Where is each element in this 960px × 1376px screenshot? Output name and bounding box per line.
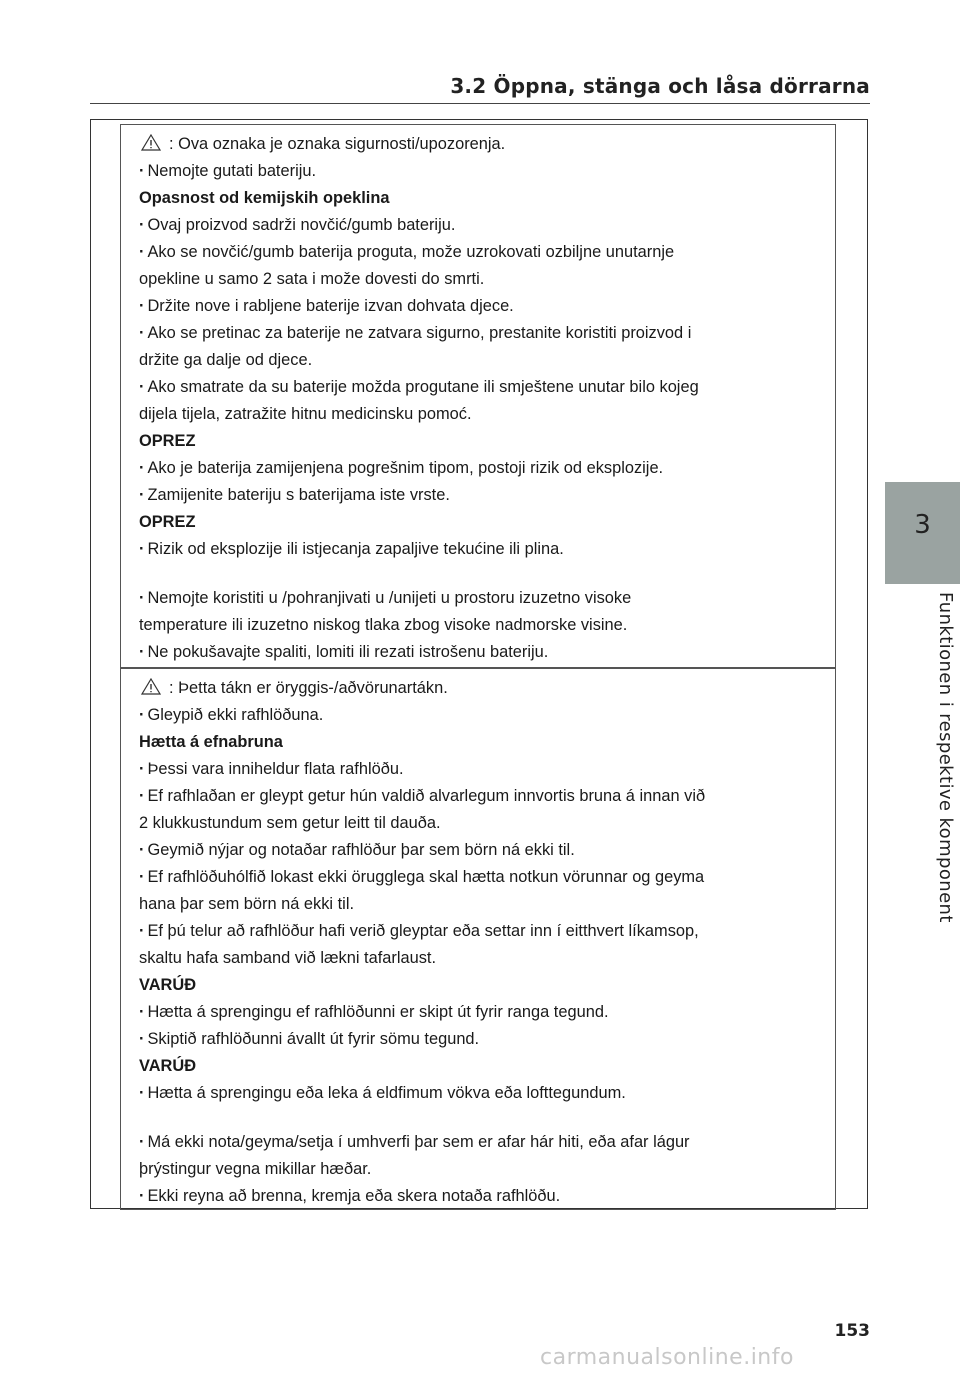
bullet-item [139,1129,825,1156]
line-text: skaltu hafa samband við lækni tafarlaust. [139,949,437,967]
bullet-item [139,455,825,482]
bullet-item [139,374,825,401]
bullet-item [139,482,825,509]
continuation-line [139,810,825,837]
symbol-legend-line [139,131,825,158]
line-text: : Þetta tákn er öryggis-/aðvörunartákn. [169,679,448,697]
continuation-line [139,266,825,293]
bullet-item [139,1080,825,1107]
bullet-item [139,918,825,945]
line-text: Hætta á sprengingu ef rafhlöðunni er skipt út fyrir ranga tegund. [147,1003,609,1021]
warning-triangle-icon [141,134,161,151]
watermark: carmanualsonline.info [540,1345,794,1370]
warning-heading [139,972,825,999]
line-text: Ako smatrate da su baterije možda progutane ili smještene unutar bilo kojeg [147,378,699,396]
line-text: Geymið nýjar og notaðar rafhlöður þar sem börn ná ekki til. [147,841,575,859]
line-text: Gleypið ekki rafhlöðuna. [147,706,324,724]
line-text: VARÚÐ [139,1057,197,1075]
line-text: držite ga dalje od djece. [139,351,313,369]
bullet-item [139,864,825,891]
warning-panel-croatian [120,124,836,668]
warning-heading [139,729,825,756]
continuation-line [139,945,825,972]
bullet-item [139,702,825,729]
line-text: Ovaj proizvod sadrži novčić/gumb bateriju. [147,216,456,234]
warning-heading [139,509,825,536]
bullet-item [139,320,825,347]
line-text: OPREZ [139,432,196,450]
line-text: Zamijenite bateriju s baterijama iste vrste. [147,486,450,504]
bullet-item [139,639,825,666]
line-text: VARÚÐ [139,976,197,994]
warning-heading [139,185,825,212]
bullet-item [139,999,825,1026]
continuation-line [139,891,825,918]
bullet-item [139,1183,825,1210]
line-text: 2 klukkustundum sem getur leitt til dauða. [139,814,441,832]
continuation-line [139,612,825,639]
line-text: Skiptið rafhlöðunni ávallt út fyrir sömu tegund. [147,1030,480,1048]
bullet-item [139,212,825,239]
line-text: Þessi vara inniheldur flata rafhlöðu. [147,760,404,778]
page-number: 153 [834,1321,870,1341]
bullet-item [139,239,825,266]
symbol-legend-line [139,675,825,702]
line-text: Ako se novčić/gumb baterija proguta, može uzrokovati ozbiljne unutarnje [147,243,675,261]
bullet-item [139,1026,825,1053]
line-text: temperature ili izuzetno niskog tlaka zbog visoke nadmorske visine. [139,616,628,634]
line-text: : Ova oznaka je oznaka sigurnosti/upozorenja. [169,135,506,153]
line-text: Držite nove i rabljene baterije izvan dohvata djece. [147,297,514,315]
spacer [139,1107,825,1129]
warning-triangle-icon [141,678,161,695]
line-text: Nemojte gutati bateriju. [147,162,317,180]
bullet-item [139,158,825,185]
line-text: Ef rafhlaðan er gleypt getur hún valdið alvarlegum innvortis bruna á innan við [147,787,706,805]
bullet-item [139,585,825,612]
chapter-number: 3 [914,510,931,540]
continuation-line [139,347,825,374]
bullet-item [139,293,825,320]
line-text: Nemojte koristiti u /pohranjivati u /unijeti u prostoru izuzetno visoke [147,589,632,607]
bullet-item [139,756,825,783]
section-title: 3.2 Öppna, stänga och låsa dörrarna [450,74,870,98]
bullet-item [139,783,825,810]
line-text: Hætta á efnabruna [139,733,283,751]
warning-heading [139,428,825,455]
line-text: dijela tijela, zatražite hitnu medicinsku pomoć. [139,405,472,423]
spacer [139,563,825,585]
line-text: Ako se pretinac za baterije ne zatvara sigurno, prestanite koristiti proizvod i [147,324,692,342]
line-text: Opasnost od kemijskih opeklina [139,189,390,207]
line-text: opekline u samo 2 sata i može dovesti do smrti. [139,270,485,288]
bullet-item [139,837,825,864]
continuation-line [139,1156,825,1183]
line-text: Hætta á sprengingu eða leka á eldfimum vökva eða lofttegundum. [147,1084,626,1102]
header-divider [90,103,870,104]
line-text: Ef þú telur að rafhlöður hafi verið gleyptar eða settar inn í eitthvert líkamsop, [147,922,699,940]
line-text: hana þar sem börn ná ekki til. [139,895,355,913]
warning-heading [139,1053,825,1080]
line-text: Ekki reyna að brenna, kremja eða skera notaða rafhlöðu. [147,1187,561,1205]
chapter-caption: Funktionen i respektive komponent [935,592,956,923]
line-text: Ako je baterija zamijenjena pogrešnim tipom, postoji rizik od eksplozije. [147,459,664,477]
line-text: Má ekki nota/geyma/setja í umhverfi þar sem er afar hár hiti, eða afar lágur [147,1133,690,1151]
line-text: Ne pokušavajte spaliti, lomiti ili rezati istrošenu bateriju. [147,643,549,661]
line-text: Ef rafhlöðuhólfið lokast ekki örugglega skal hætta notkun vörunnar og geyma [147,868,705,886]
continuation-line [139,401,825,428]
line-text: þrýstingur vegna mikillar hæðar. [139,1160,372,1178]
bullet-item [139,536,825,563]
chapter-tab [885,482,960,584]
line-text: Rizik od eksplozije ili istjecanja zapaljive tekućine ili plina. [147,540,564,558]
warning-panel-icelandic [120,668,836,1210]
line-text: OPREZ [139,513,196,531]
